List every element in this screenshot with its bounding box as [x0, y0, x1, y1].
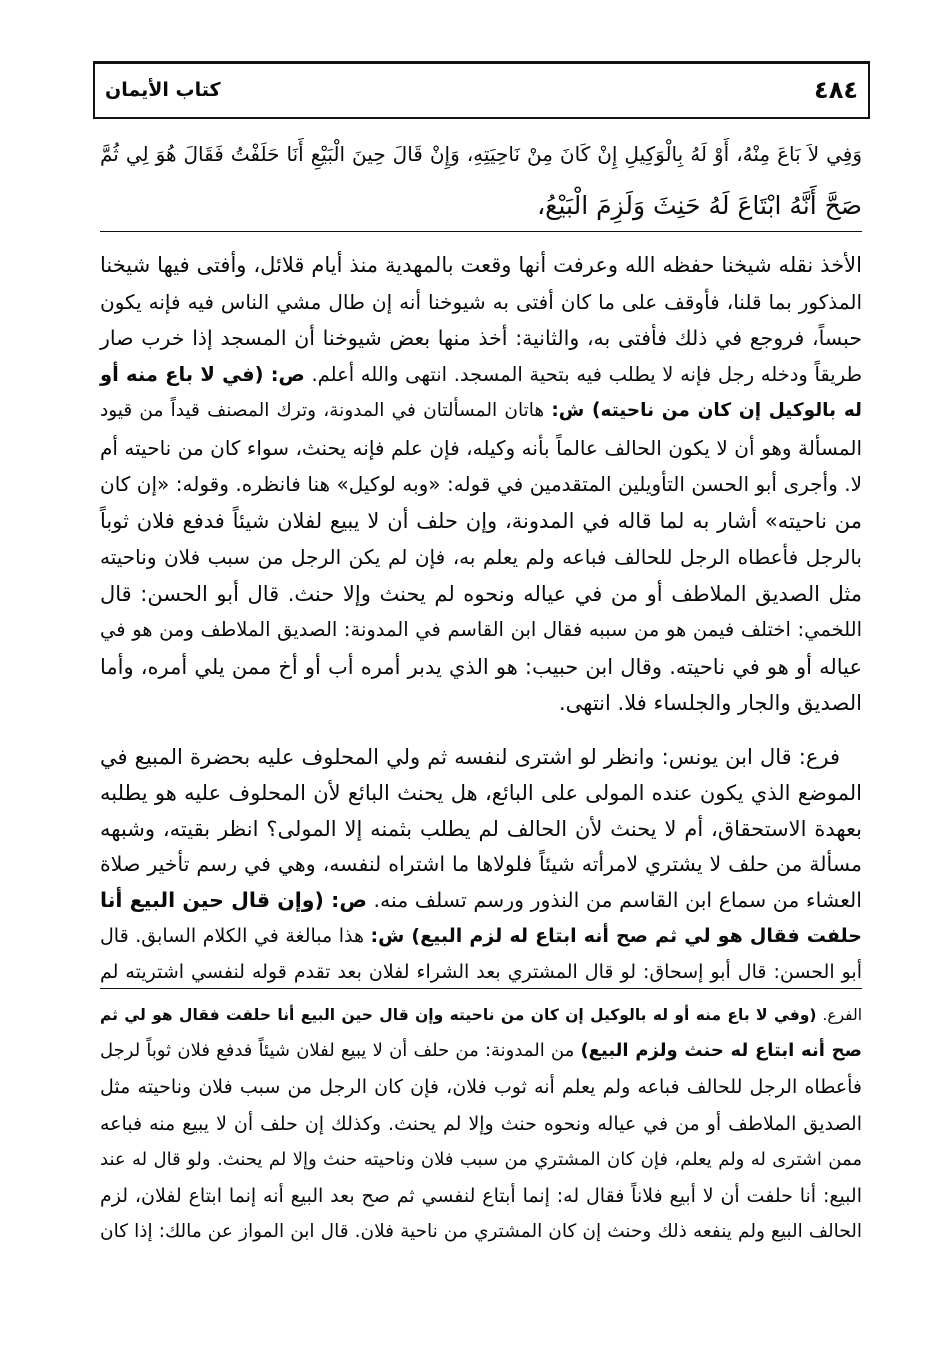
matn-quote: صح أنه ابتاع له حنث ولزم البيع) — [580, 1040, 862, 1062]
footnote-line: فأعطاه الرجل للحالف فباعه ولم يعلم أنه ثوب فلان، فإن كان الرجل من سبب فلان وناحيته مثل — [100, 1076, 862, 1099]
book-title: كتاب الأيمان — [105, 79, 221, 101]
commentary-line: من ناحيته» أشار به لما قاله في المدونة، وإن حلف أن لا يبيع لفلان شيئاً فدفع فلان ثوباً — [100, 508, 862, 533]
footnote-line — [100, 997, 862, 1033]
footnotes — [100, 997, 862, 1250]
commentary-paragraph — [100, 247, 862, 722]
matn-quote: (وفي لا باع منه أو له بالوكيل إن كان من ناحيته وإن قال حين البيع أنا حلفت فقال هو لي ثم — [100, 1006, 817, 1024]
commentary-line: الموضع الذي يكون عنده المولى على البائع، هل يحنث البائع لأن المحلوف عليه هو يطلبه — [100, 780, 862, 805]
commentary-line: مسألة من حلف لا يشتري لامرأته شيئاً فلولاها ما اشتراه لنفسه، وهي في رسم تأخير صلاة — [100, 852, 862, 877]
footnote-line: ممن اشترى له ولم يعلم، فإن كان المشتري من سبب فلان وناحيته حنث وإلا لم يحنث. ولو قال له عند — [100, 1148, 862, 1170]
commentary-line: المذكور بما قلنا، فأوقف على ما كان أفتى به شيوخنا أنه إن طال مشي الناس فيه فإنه يكون — [100, 289, 862, 314]
commentary-line: بعهدة الاستحقاق، أم لا يحنث لأن الحالف لم يطلب بثمنه إلا المولى؟ انظر بقيته، وشبهه — [100, 816, 862, 841]
line-text: هاتان المسألتان في المدونة، وترك المصنف قيداً من قيود — [100, 400, 552, 421]
commentary-line — [100, 883, 862, 919]
footnote-line: البيع: أنا حلفت أن لا أبيع فلاناً فقال له: إنما أبتاع لنفسي ثم صح بعد البيع أنه إنما ابتاع لفلان، لزم — [100, 1185, 862, 1208]
footnote-line: الحالف البيع ولم ينفعه ذلك وحنث إن كان المشتري من ناحية فلان. قال ابن المواز عن مالك: إذا كان — [100, 1221, 862, 1243]
matn-separator-rule — [100, 231, 862, 232]
line-text: العشاء من سماع ابن القاسم من النذور ورسم تسلف منه. — [366, 888, 862, 913]
commentary-line — [100, 919, 862, 955]
commentary-line: بالرجل فأعطاه الرجل للحالف فباعه ولم يعلم به، فإن لم يكن الرجل من سبب فلان وناحيته — [100, 545, 862, 569]
commentary-line: مثل الصديق الملاطف أو من في عياله ونحوه لم يحنث وإلا حنث. قال أبو الحسن: قال — [100, 581, 862, 606]
matn-text — [100, 128, 862, 232]
commentary-line: عياله أو هو في ناحيته. وقال ابن حبيب: هو الذي يدبر أمره أب أو أخ ممن يلي أمره، وأما — [100, 654, 862, 679]
matn-quote: ص: (وإن قال حين البيع أنا — [100, 888, 367, 913]
line-text: من المدونة: من حلف أن لا يبيع لفلان شيئاً فدفع فلان ثوباً لرجل — [100, 1040, 581, 1062]
matn-quote: له بالوكيل إن كان من ناحيته) ش: — [551, 400, 862, 421]
matn-line: وَفِي لاَ بَاعَ مِنْهُ، أَوْ لَهُ بِالْوَكِيلِ إِنْ كَانَ مِنْ نَاحِيَتِهِ، وَإِنْ قَالَ حِينَ الْبَيْعِ أَنَا حَلَفْتُ فَقَالَ هُوَ لِي ثُمَّ — [100, 142, 862, 166]
commentary-line: فرع: قال ابن يونس: وانظر لو اشترى لنفسه ثم ولي المحلوف عليه بحضرة المبيع في — [100, 745, 840, 769]
commentary-line: المسألة وهو أن لا يكون الحالف عالماً بأنه وكيله، فإن علم فإنه يحنث، سواء كان من ناحيته أم — [100, 435, 862, 460]
footnote-line: الصديق الملاطف أو من في عياله ونحوه حنث وإلا لم يحنث. وكذلك إن حلف أن لا يبيع منه فباعه — [100, 1112, 862, 1135]
commentary-line: لا. وأجرى أبو الحسن التأويلين المتقدمين في قوله: «وبه لوكيل» هنا فانظره. وقوله: «إن كان — [100, 472, 862, 496]
matn-line: صَحَّ أَنَّهُ ابْتَاعَ لَهُ حَنِثَ وَلَزِمَ الْبَيْعُ، — [537, 191, 862, 220]
matn-quote: حلفت فقال هو لي ثم صح أنه ابتاع له لزم البيع) ش: — [370, 924, 862, 947]
running-header — [93, 61, 870, 119]
commentary-line: الصديق والجار والجلساء فلا. انتهى. — [558, 691, 862, 715]
commentary-line: اللخمي: اختلف فيمن هو من سببه فقال ابن القاسم في المدونة: الصديق الملاطف ومن هو في — [100, 618, 862, 641]
commentary-line: أبو الحسن: قال أبو إسحاق: لو قال المشتري بعد الشراء لفلان بعد تقدم قوله لنفسي اشتريته لم — [100, 960, 862, 983]
commentary-line — [100, 357, 862, 394]
commentary-line: الأخذ نقله شيخنا حفظه الله وعرفت أنها وقعت بالمهدية منذ أيام قلائل، وأفتى فيها شيخنا — [100, 253, 862, 277]
commentary-line: حبساً، فروجع في ذلك فأفتى به، والثانية: أخذ منها بعض شيوخنا أن المسجد إذا خرب صار — [100, 326, 862, 350]
page-number: ٤٨٤ — [814, 76, 858, 104]
commentary-line — [100, 393, 862, 430]
footnote-line — [100, 1033, 862, 1069]
matn-quote: ص: (في لا باع منه أو — [100, 362, 305, 386]
line-text: طريقاً ودخله رجل فإنه لا يطلب فيه بتحية المسجد. انتهى والله أعلم. — [304, 362, 862, 386]
line-text: الفرع. — [816, 1006, 862, 1024]
line-text: هذا مبالغة في الكلام السابق. قال — [100, 924, 371, 947]
footnote-separator-rule — [100, 988, 862, 989]
commentary-paragraph — [100, 740, 862, 991]
